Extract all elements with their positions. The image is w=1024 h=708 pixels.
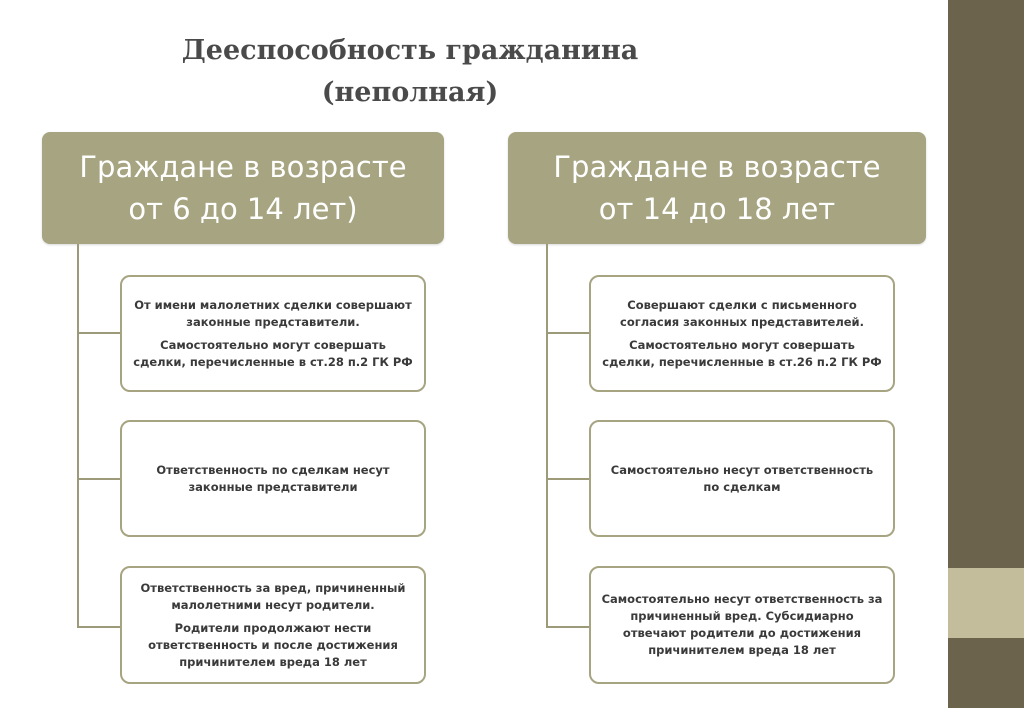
- right-box-3-text-1: Самостоятельно несут ответственность за причиненный вред. Субсидиарно отвечают родители до достижения причинителем вреда 18 лет: [601, 592, 883, 657]
- right-box-3: [589, 566, 895, 684]
- right-connector-1: [546, 332, 590, 334]
- left-header-line-2: от 6 до 14 лет): [128, 192, 358, 226]
- left-connector-2: [77, 478, 121, 480]
- right-box-2-text-1: Самостоятельно несут ответственность по сделкам: [610, 462, 874, 494]
- side-bar-accent: [948, 568, 1024, 638]
- left-header-line-1: Граждане в возрасте: [79, 150, 407, 184]
- left-box-2: [120, 420, 426, 537]
- left-box-1-text-2: Самостоятельно могут совершать сделки, перечисленные в ст.28 п.2 ГК РФ: [133, 337, 413, 369]
- right-header-line-1: Граждане в возрасте: [553, 150, 881, 184]
- left-box-1: [120, 275, 426, 392]
- left-box-3: [120, 566, 426, 684]
- left-box-3-text-1: Ответственность за вред, причиненный малолетними несут родители.: [140, 580, 406, 612]
- right-header-line-2: от 14 до 18 лет: [598, 192, 836, 226]
- left-box-1-text-1: От имени малолетних сделки совершают законные представители.: [134, 297, 412, 329]
- left-box-3-text-2: Родители продолжают нести ответственность и после достижения причинителем вреда 18 лет: [148, 620, 398, 669]
- left-header: [42, 132, 444, 244]
- right-box-1-text-1: Совершают сделки с письменного согласия законных представителей.: [620, 297, 864, 329]
- right-vertical-connector: [546, 244, 548, 628]
- left-connector-3: [77, 626, 121, 628]
- right-connector-2: [546, 478, 590, 480]
- right-box-1-text-2: Самостоятельно могут совершать сделки, перечисленные в ст.26 п.2 ГК РФ: [602, 337, 882, 369]
- right-box-1: [589, 275, 895, 392]
- left-box-2-text-1: Ответственность по сделкам несут законные представители: [156, 462, 390, 494]
- right-connector-3: [546, 626, 590, 628]
- left-connector-1: [77, 332, 121, 334]
- title-line-1: Дееспособность гражданина: [181, 35, 639, 66]
- right-box-2: [589, 420, 895, 537]
- title-line-2: (неполная): [321, 77, 499, 108]
- left-vertical-connector: [77, 244, 79, 628]
- right-header: [508, 132, 926, 244]
- slide-title: [160, 30, 660, 114]
